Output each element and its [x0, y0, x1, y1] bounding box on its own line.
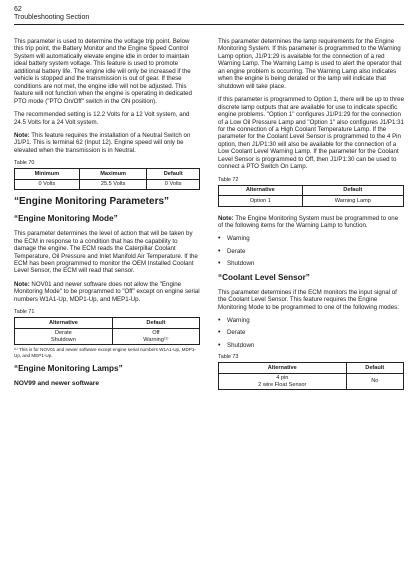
right-column — [218, 38, 404, 396]
note-label: Note: — [14, 280, 30, 288]
note-label: Note: — [218, 214, 234, 222]
page-number: 62 — [14, 6, 22, 13]
table-cell: 4 pin 2 wire Float Sensor — [219, 373, 347, 390]
recommended-setting-paragraph: The recommended setting is 12.2 Volts for a 12 Volt system, and 24.5 Volts for a 24 Volt system. — [14, 111, 190, 126]
list-item: • Shutdown — [218, 260, 404, 267]
coolant-level-sensor-heading: “Coolant Level Sensor” — [218, 272, 310, 282]
table-72 — [218, 185, 404, 207]
table-cell: 25.5 Volts — [79, 179, 147, 189]
table-73 — [218, 362, 404, 390]
table-header: Maximum — [79, 169, 147, 179]
monitoring-options-list — [218, 235, 404, 267]
table-cell: Warning Lamp — [302, 196, 403, 206]
voltage-trip-paragraph: This parameter is used to determine the voltage trip point. Below this trip point, the Battery Monitor and the Engine Speed Control System will automatically elevate engine idle in order to maintain ideal battery system voltage. This feature is used to promote additional battery life. The engine idle will only be increased if the vehicle is stopped and the transmission is out of gear. If these conditions are not met, the engine idle will not be adjusted. This feature will not function when the engine is operating in dedicated PTO mode ("PTO On/Off" switch in the ON position). — [14, 38, 192, 105]
table-cell: Option 1 — [219, 196, 303, 206]
table-header: Minimum — [15, 169, 80, 179]
table-72-caption: Table 72 — [218, 176, 239, 183]
lamp-requirements-paragraph: This parameter determines the lamp requirements for the Engine Monitoring System. If this parameter is programmed to the Warning Lamp option, J1/P1:29 is available for the connection of a red Warning Lamp. The Warning Lamp is used to alert the operator that an engine problem is occurring. The Warning Lamp also indicates when the engine is being derated or the lamp will indicate that shutdown will take place. — [218, 38, 402, 90]
table-cell: Derate Shutdown — [15, 328, 113, 345]
table-70 — [14, 168, 200, 190]
table-70-caption: Table 70 — [14, 160, 35, 167]
table-header: Default — [147, 169, 200, 179]
monitoring-mode-paragraph: This parameter determines the level of action that will be taken by the ECM in response to a condition that has the capability to damage the engine. The ECM reads the Caterpillar Coolant Temperature, Oil Pressure and Inlet Manifold Air Temperature. If the ECM has been programmed to monitor the OEM Installed Coolant Level Sensor, the ECM will read that sensor. — [14, 230, 198, 275]
nov01-note — [14, 281, 200, 303]
list-item: • Derate — [218, 248, 404, 255]
table-73-caption: Table 73 — [218, 354, 239, 361]
section-title: Troubleshooting Section — [14, 14, 90, 21]
table-header: Default — [346, 363, 403, 373]
table-row — [219, 373, 404, 390]
engine-monitoring-lamps-heading: “Engine Monitoring Lamps” — [14, 364, 123, 374]
table-row — [15, 328, 200, 345]
table-cell: Off Warning⁽¹⁾ — [112, 328, 199, 345]
table-header: Alternative — [219, 185, 303, 195]
table-header: Default — [302, 185, 403, 195]
table-cell: 0 Volts — [147, 179, 200, 189]
engine-monitoring-mode-heading: “Engine Monitoring Mode” — [14, 214, 118, 224]
page-header — [14, 6, 404, 22]
neutral-switch-note — [14, 132, 200, 154]
nov99-subheading: NOV99 and newer software — [14, 380, 100, 388]
note-text: The Engine Monitoring System must be programmed to one of the following items for the Warning Lamp to function. — [218, 214, 399, 229]
list-item: • Shutdown — [218, 342, 404, 349]
table-row — [219, 196, 404, 206]
table-row — [15, 179, 200, 189]
list-item: • Warning — [218, 317, 404, 324]
note-text: This feature requires the installation of a Neutral Switch on J1/P1. This is terminal 62 (Input 12). Engine speed will only be elevated when the transmission is in Neutral. — [14, 131, 191, 154]
coolant-sensor-paragraph: This parameter determines if the ECM monitors the input signal of the Coolant Level Sensor. This feature requires the Engine Monitoring Mode to be programmed to one of the following modes: — [218, 288, 399, 311]
list-item: • Warning — [218, 235, 404, 242]
table-71 — [14, 317, 200, 345]
note-label: Note: — [14, 131, 30, 139]
table-header: Alternative — [15, 318, 113, 328]
warning-lamp-note — [218, 215, 404, 230]
table-71-footnote: ⁽¹⁾ This is for NOV01 and newer software except engine serial numbers W1A1-Up, MDP1-Up, and MEP1-Up. — [14, 347, 196, 358]
note-text: NOV01 and newer software does not allow the "Engine Monitoring Mode" to be programmed to "Off" except on engine serial numbers W1A1-Up, MDP1-Up, and MEP1-Up. — [14, 280, 200, 303]
table-cell: No — [346, 373, 403, 390]
table-cell: 0 Volts — [15, 179, 80, 189]
list-item: • Derate — [218, 329, 404, 336]
engine-monitoring-parameters-heading: “Engine Monitoring Parameters” — [14, 196, 170, 208]
table-header: Default — [112, 318, 199, 328]
option-1-paragraph: If this parameter is programmed to Option 1, there will be up to three discrete lamp outputs that are available for use to indicate specific engine problems. "Option 1" configures J1/P1:29 for the connection of a Low Oil Pressure Lamp and "Option 1" also configures J1/P1:31 for the connection of a High Coolant Temperature Lamp. If the parameter for the Coolant Level Sensor is programmed to the 4 Pin option, then J1/P1:30 will also be available for the connection of a Low Coolant Level Warning Lamp. If the parameter for the Coolant Level Sensor is programmed to Off, then J1/P1:30 can be used to connect a PTO Switch On Lamp. — [218, 96, 405, 171]
header-divider — [14, 24, 404, 25]
table-71-caption: Table 71 — [14, 309, 35, 316]
table-header: Alternative — [219, 363, 347, 373]
left-column — [14, 38, 200, 392]
coolant-modes-list — [218, 317, 404, 349]
